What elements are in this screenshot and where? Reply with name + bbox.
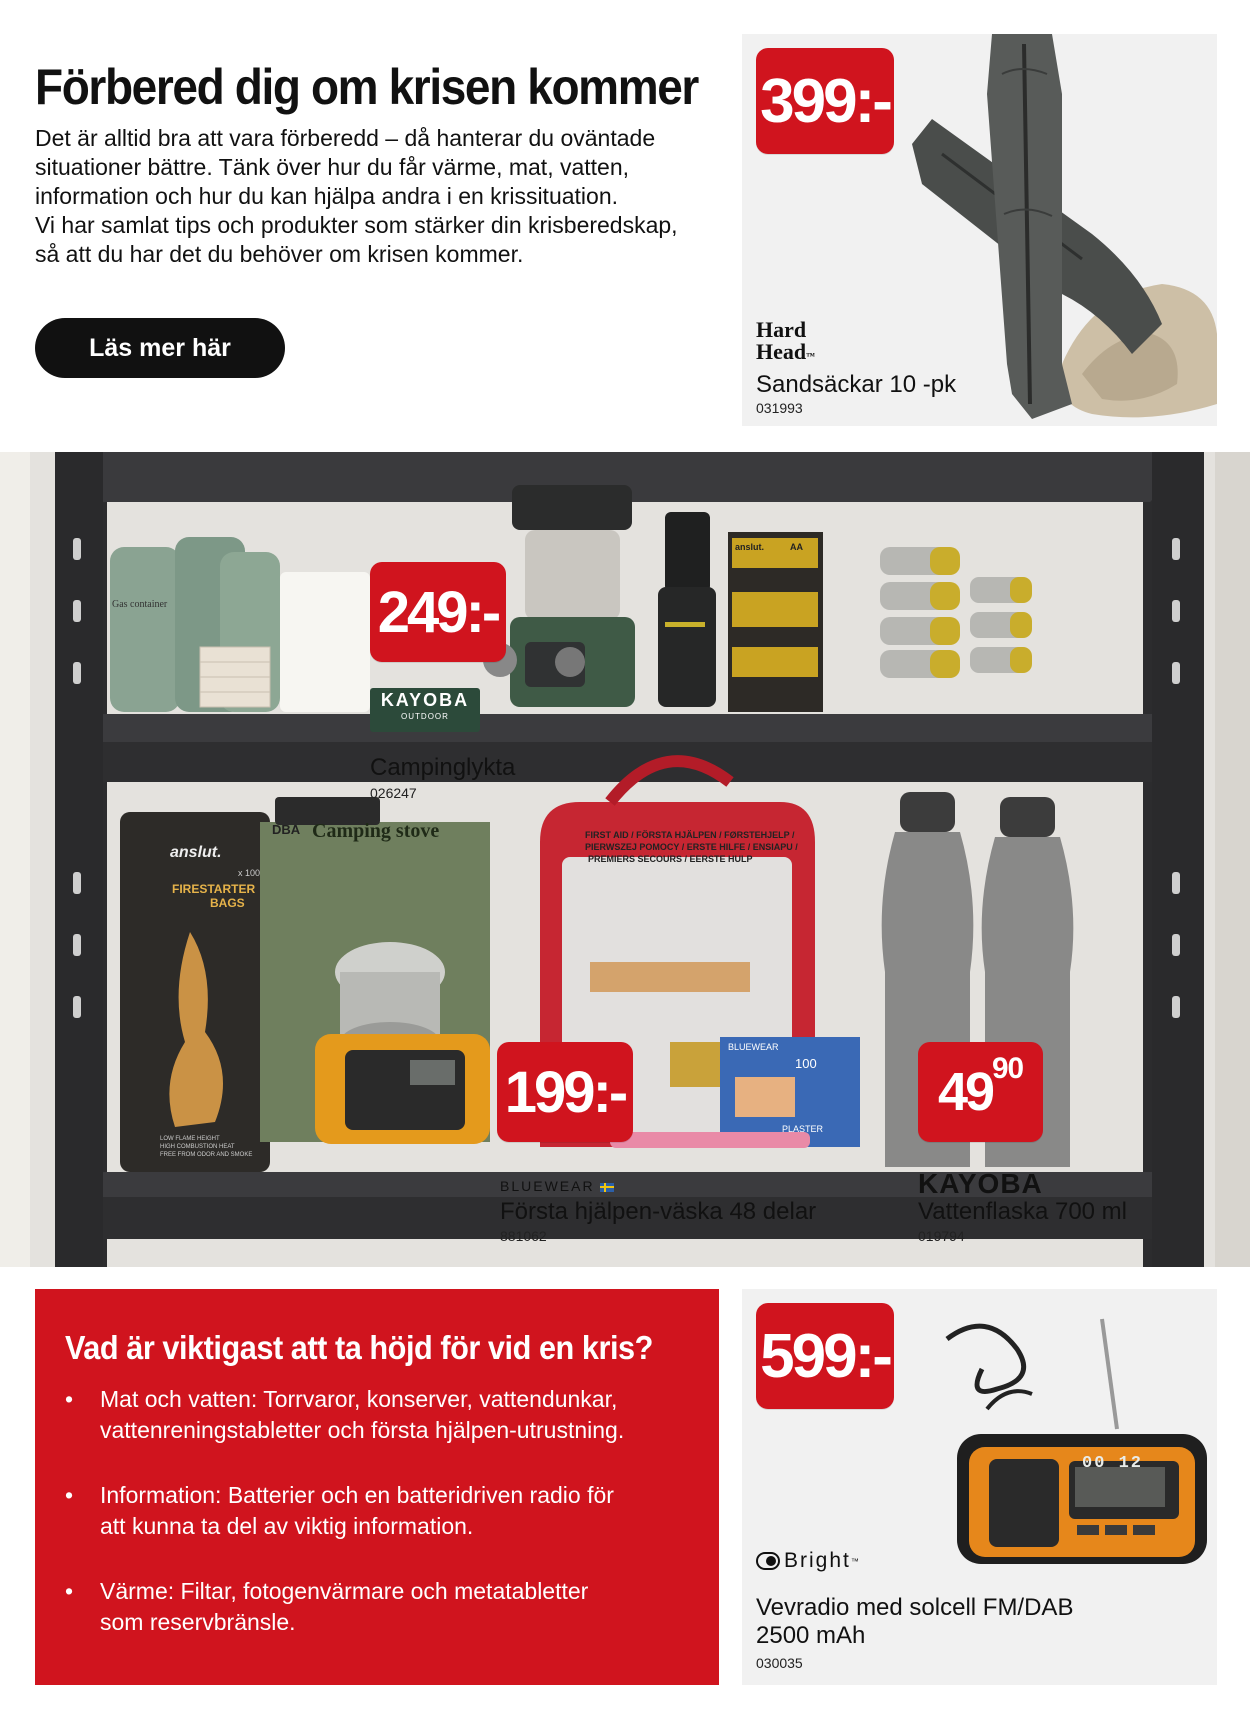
price-main: 49 [937,1062,993,1122]
battery-pack-type: AA [790,542,803,552]
brand-name-line: Hard [756,317,807,342]
firestarter-fineprint: HIGH COMBUSTION HEAT [160,1144,235,1150]
product-name[interactable]: Vattenflaska 700 ml [918,1198,1128,1225]
crisis-tips-list [65,1384,695,1672]
brand-subtitle: OUTDOOR [401,712,449,721]
product-scene-shelf [0,452,1250,1267]
bullet-icon: • [65,1578,74,1604]
price-tag [918,1042,1043,1142]
intro-line: situationer bättre. Tänk över hur du får värme, mat, vatten, [35,154,630,180]
first-aid-kit-label: FIRST AID / FÖRSTA HJÄLPEN / FØRSTEHJELP / [585,830,795,840]
first-aid-kit-label: PIERWSZEJ POMOCY / ERSTE HILFE / ENSIAPU / [585,842,798,852]
brand-logo-kayoba [370,688,480,732]
gas-can-label: Gas container [112,599,168,610]
product-card-sandbags[interactable] [742,34,1217,426]
list-item-line: Information: Batterier och en batteridriven radio för [100,1482,614,1508]
intro-line: Vi har samlat tips och produkter som stärker din krisberedskap, [35,212,678,238]
bright-logo-icon [756,1552,780,1570]
brand-name: KAYOBA [380,690,470,710]
radio-image [927,1289,1217,1579]
battery-pack-brand: anslut. [735,542,765,552]
stove-box-brand: DBA [272,822,301,837]
intro-line: information och hur du kan hjälpa andra i en krissituation. [35,183,619,209]
read-more-button[interactable]: Läs mer här [35,318,285,378]
firestarter-title: BAGS [210,896,245,910]
list-item-line: Mat och vatten: Torrvaror, konserver, vattendunkar, [100,1386,618,1412]
product-name: Sandsäckar 10 -pk [756,371,957,398]
list-item [65,1480,695,1542]
intro-line: Det är alltid bra att vara förberedd – då hanterar du oväntade [35,125,656,151]
brand-name-line [756,341,815,367]
brand-logo-bright [756,1549,861,1573]
list-item [65,1384,695,1446]
list-item-line: att kunna ta del av viktig information. [100,1513,474,1539]
price-tag: 249:- [370,562,506,662]
firestarter-count: x 100 [238,868,261,878]
trademark-symbol: ™ [850,1556,861,1566]
trademark-symbol: ™ [806,351,816,361]
stove-box-label: Camping stove [312,820,440,842]
radio-display-readout: 00 12 [1082,1454,1144,1473]
product-card-radio[interactable] [742,1289,1217,1685]
sandbag-image [912,34,1217,426]
plaster-box-label: PLASTER [782,1124,824,1134]
list-item [65,1576,695,1638]
list-item-line: vattenreningstabletter och första hjälpen-utrustning. [100,1417,625,1443]
product-name: Vevradio med solcell FM/DAB [756,1594,1074,1621]
price-tag: 599:- [756,1303,894,1409]
price-tag: 399:- [756,48,894,154]
list-item-line: som reservbränsle. [100,1609,296,1635]
brand-name-text: Head [756,339,807,364]
swedish-flag-icon [600,1183,614,1192]
firestarter-title: FIRESTARTER [172,882,256,896]
product-number: 030035 [756,1655,803,1671]
brand-logo-bluewear [500,1178,614,1194]
first-aid-kit-label: PREMIERS SECOURS / EERSTE HULP [588,854,753,864]
product-number: 031993 [756,400,803,416]
list-item-line: Värme: Filtar, fotogenvärmare och metatabletter [100,1578,589,1604]
product-number: 881062 [500,1228,547,1244]
firestarter-fineprint: FREE FROM ODOR AND SMOKE [160,1152,253,1158]
brand-logo-hardhead [756,319,815,367]
crisis-tips-title: Vad är viktigast att ta höjd för vid en kris? [65,1329,653,1366]
bullet-icon: • [65,1386,74,1412]
product-name[interactable]: Campinglykta [370,754,516,781]
plaster-box-brand: BLUEWEAR [728,1042,779,1052]
product-number: 026247 [370,785,417,801]
firestarter-brand: anslut. [170,844,222,861]
brand-name: Bright [784,1549,851,1572]
product-name[interactable]: Första hjälpen-väska 48 delar [500,1198,817,1225]
crisis-tips-box [35,1289,719,1685]
bullet-icon: • [65,1482,74,1508]
page-headline: Förbered dig om krisen kommer [35,59,698,115]
brand-logo-kayoba: KAYOBA [918,1168,1043,1199]
brand-name: BLUEWEAR [500,1178,595,1194]
price-decimals: 90 [992,1052,1024,1086]
intro-paragraph [35,124,725,269]
plaster-box-count: 100 [795,1056,817,1071]
product-number: 019794 [918,1228,965,1244]
product-name: 2500 mAh [756,1622,866,1649]
intro-line: så att du har det du behöver om krisen kommer. [35,241,524,267]
firestarter-fineprint: LOW FLAME HEIGHT [160,1136,220,1142]
price-tag: 199:- [497,1042,633,1142]
